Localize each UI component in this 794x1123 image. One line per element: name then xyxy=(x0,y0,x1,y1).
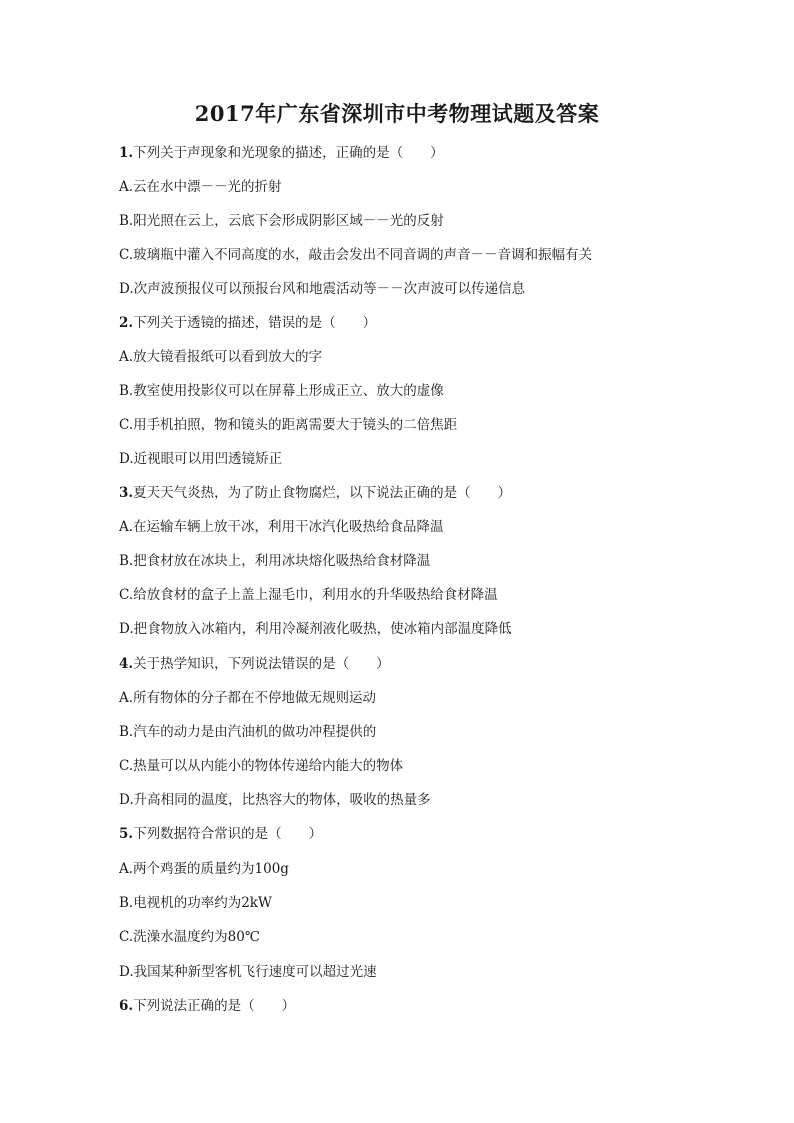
question-2-option-c: C.用手机拍照，物和镜头的距离需要大于镜头的二倍焦距 xyxy=(119,417,458,433)
question-number: 3. xyxy=(119,485,134,501)
question-text: 下列关于声现象和光现象的描述，正确的是（ ） xyxy=(133,145,444,161)
question-3-option-d: D.把食物放入冰箱内，利用冷凝剂液化吸热，使冰箱内部温度降低 xyxy=(119,621,512,637)
question-3-option-b: B.把食材放在冰块上，利用冰块熔化吸热给食材降温 xyxy=(119,553,431,569)
question-text: 关于热学知识，下列说法错误的是（ ） xyxy=(133,656,390,672)
question-2-option-a: A.放大镜看报纸可以看到放大的字 xyxy=(119,349,323,365)
question-1-option-c: C.玻璃瓶中灌入不同高度的水，敲击会发出不同音调的声音－－音调和振幅有关 xyxy=(119,247,593,263)
question-text: 下列说法正确的是（ ） xyxy=(133,998,296,1014)
question-4-stem xyxy=(119,655,390,673)
question-1-option-a: A.云在水中漂－－光的折射 xyxy=(119,179,282,195)
question-4-option-c: C.热量可以从内能小的物体传递给内能大的物体 xyxy=(119,758,404,774)
question-1-option-d: D.次声波预报仪可以预报台风和地震活动等－－次声波可以传递信息 xyxy=(119,281,526,297)
question-number: 5. xyxy=(119,826,134,842)
question-4-option-a: A.所有物体的分子都在不停地做无规则运动 xyxy=(119,690,377,706)
question-5-option-c: C.洗澡水温度约为80℃ xyxy=(119,929,260,945)
question-3-option-a: A.在运输车辆上放干冰，利用干冰汽化吸热给食品降温 xyxy=(119,519,444,535)
question-3-stem xyxy=(119,484,511,502)
question-number: 4. xyxy=(119,656,134,672)
question-1-option-b: B.阳光照在云上，云底下会形成阴影区域－－光的反射 xyxy=(119,213,444,229)
question-1-stem xyxy=(119,144,444,162)
question-2-stem xyxy=(119,314,376,332)
question-6-stem xyxy=(119,997,295,1015)
question-text: 夏天天气炎热，为了防止食物腐烂，以下说法正确的是（ ） xyxy=(133,485,512,501)
question-number: 2. xyxy=(119,315,134,331)
question-text: 下列关于透镜的描述，错误的是（ ） xyxy=(133,315,377,331)
page-title: 2017年广东省深圳市中考物理试题及答案 xyxy=(194,101,600,126)
question-5-option-d: D.我国某种新型客机飞行速度可以超过光速 xyxy=(119,964,377,980)
question-2-option-b: B.教室使用投影仪可以在屏幕上形成正立、放大的虚像 xyxy=(119,383,444,399)
question-4-option-d: D.升高相同的温度，比热容大的物体，吸收的热量多 xyxy=(119,792,431,808)
question-text: 下列数据符合常识的是（ ） xyxy=(133,826,323,842)
question-number: 6. xyxy=(119,998,134,1014)
question-4-option-b: B.汽车的动力是由汽油机的做功冲程提供的 xyxy=(119,724,377,740)
question-3-option-c: C.给放食材的盒子上盖上湿毛巾，利用水的升华吸热给食材降温 xyxy=(119,587,498,603)
question-2-option-d: D.近视眼可以用凹透镜矫正 xyxy=(119,451,283,467)
question-number: 1. xyxy=(119,145,134,161)
question-5-stem xyxy=(119,825,322,843)
question-5-option-b: B.电视机的功率约为2kW xyxy=(119,895,272,911)
question-5-option-a: A.两个鸡蛋的质量约为100g xyxy=(119,861,289,877)
